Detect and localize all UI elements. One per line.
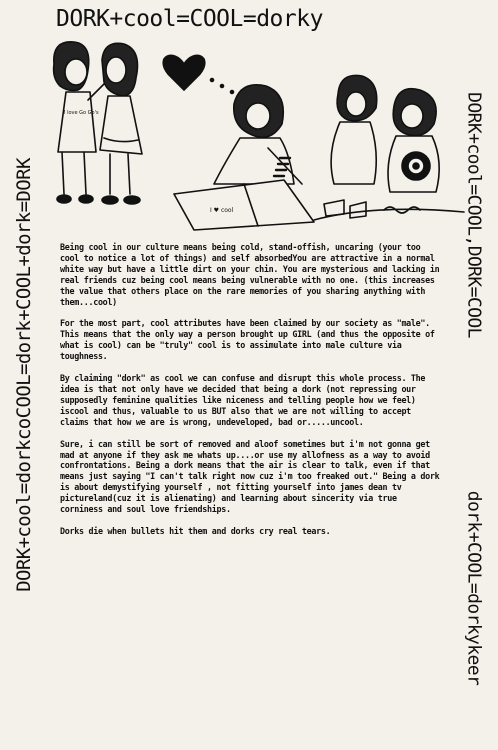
- right-border-slogan-upper: DORK+cool=COOL,DORK=COOL: [463, 92, 485, 338]
- paragraph-closing-line: Dorks die when bullets hit them and dorks cry real tears.: [60, 525, 331, 536]
- illustration-panel: [44, 34, 472, 234]
- girl-listening-figure: [100, 43, 142, 204]
- paragraph-claiming-dork: By claiming "dork" as cool we can confuse and disrupt this whole process. The idea is that not only have we decided that being a dork (not repressing our supposedly feminine qualities like niceness and telling people how we feel) iscool and thus, valuable to us BUT also that we are not willing to accept claims that how we are is wrong, undeveloped, bad or.....uncool.: [60, 373, 426, 427]
- notebook-writing: I ♥ cool: [210, 207, 234, 214]
- article-body: [60, 242, 442, 548]
- girl-writing-figure: [174, 85, 314, 230]
- shirt-slogan: I love Go Go's: [64, 110, 99, 116]
- page-title: DORK+cool=COOL=dorky: [56, 6, 323, 32]
- heart-icon: [163, 55, 233, 93]
- paragraph-male-cool: For the most part, cool attributes have been claimed by our society as "male". This means that the only way a person brought up GIRL (and thus the opposite of what is cool) can be "truly" cool is to assimulate into male culture via toughness.: [60, 318, 435, 362]
- paragraph-being-a-dork: Sure, i can still be sort of removed and aloof sometimes but i'm not gonna get mad at anyone if they ask me whats up....or use my allofness as a way to avoid confrontations. Being a dork means that the air is clear to talk, even if that means just saying "I can't talk right now cuz i'm too freaked out." Being a dork is about demystifying yourself , not fitting yourself into james dean tv pictureland(cuz it is alienating) and learning about sincerity via true corniness and soul love friendships.: [60, 438, 440, 515]
- girl-whispering-figure: [54, 42, 106, 203]
- left-border-slogan: DORK+cool=dorkcoCOOL=dork+COOL+dork=DORK: [13, 158, 35, 592]
- paragraph-cool-definition: Being cool in our culture means being cold, stand-offish, uncaring (your too cool to notice a lot of things) and self absorbedYou are attractive in a normal white way but have a little dirt on your chin. You are mysterious and lacking in real friends cuz being cool means being vulnerable with no one. (this increases the value that others place on the rare memories of you sharing anything with them...cool): [60, 242, 440, 307]
- girls-playing-figure: [314, 75, 464, 220]
- right-border-slogan-lower: dork+COOL=dorkykeer: [463, 490, 485, 686]
